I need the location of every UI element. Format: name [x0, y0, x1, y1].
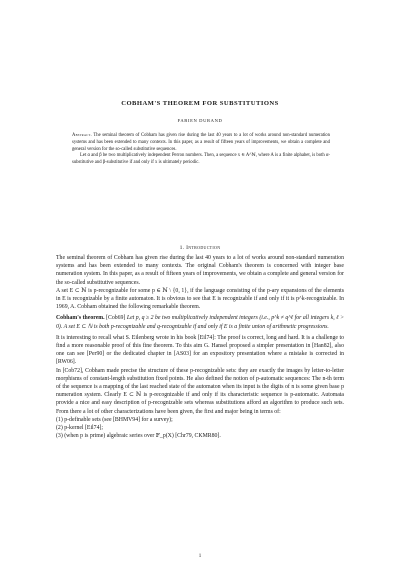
paper-page — [56, 0, 344, 566]
abstract-heading: Abstract. — [72, 133, 92, 138]
list-marker: (3) — [56, 433, 63, 440]
list-text: (when p is prime) algebraic series over 𝔽_p(X) [Chr79, CKMR80]. — [64, 433, 221, 440]
list-item — [56, 416, 344, 424]
list-marker: (1) — [56, 416, 63, 423]
characterization-list — [56, 416, 344, 441]
abstract-paragraph — [72, 133, 330, 153]
paragraph-4: In [Cob72], Cobham made precise the structure of these p-recognizable sets: they are exactly the images by letter-to-letter morphisms of constant-length substitution fixed points. He also defined the notion of p-automatic sequences: The n-th term of the sequence is a mapping of the last reached state of the automaton when its input is the digits of n is some given base p numeration system. Clearly E ⊂ ℕ is p-recognizable if and only if its characteristic sequence is p-automatic. Automata provide a nice and easy description of p-recognizable sets whereas substitutions afford an algorithm to produce such sets. From there a lot of other characterizations have been given, the first and major being in terms of: — [56, 367, 344, 415]
theorem-statement: Let p, q ≥ 2 be two multiplicatively independent integers (i.e., p^k ≠ q^ℓ for all integers k, ℓ > 0). A set E ⊂ ℕ is both p-recognizable and q-recognizable if and only if E is a finite union of arithmetic progressions. — [56, 315, 344, 330]
theorem-name: Cobham's theorem. — [56, 315, 105, 322]
paper-author: FABIEN DURAND — [177, 118, 223, 123]
list-item — [56, 432, 344, 440]
list-marker: (2) — [56, 425, 63, 432]
paragraph-3: It is interesting to recall what S. Eilenberg wrote in his book [Eil74]: The proof is correct, long and hard. It is a challenge to find a more reasonable proof of this fine theorem. To this aim G. Hansel proposed a simpler presentation in [Han82], also one can see [Per90] or the dedicated chapter in [AS03] for an expository presentation where a mistake is corrected in [RW06]. — [56, 334, 344, 366]
list-item — [56, 424, 344, 432]
abstract-statement: Let α and β be two multiplicatively independent Perron numbers. Then, a sequence x ∈ A^ℕ, where A is a finite alphabet, is both α-substitutive and β-substitutive if and only if x is ultimately periodic. — [72, 153, 330, 166]
list-text: p-kernel [Eil74]; — [64, 425, 104, 432]
abstract — [72, 133, 330, 167]
intro-paragraph-2: A set E ⊂ ℕ is p-recognizable for some p ∈ ℕ \ {0, 1}, if the language consisting of the p-ary expansions of the elements in E is recognizable by a finite automaton. It is obvious to see that E is recognizable if and only if it is p^k-recognizable. In 1969, A. Cobham obtained the following remarkable theorem. — [56, 287, 344, 311]
list-text: p-definable sets (see [BHMV94] for a survey); — [64, 416, 173, 423]
theorem-block — [56, 314, 344, 330]
section-heading — [56, 245, 344, 251]
section-number: 1. — [179, 245, 185, 251]
paper-title: COBHAM'S THEOREM FOR SUBSTITUTIONS — [121, 100, 279, 107]
theorem-citation: [Cob69] — [106, 315, 126, 322]
intro-paragraph-1: The seminal theorem of Cobham has given rise during the last 40 years to a lot of works around non-standard numeration systems and has been extended to many contexts. The original Cobham's theorem is concerned with integer base numeration system. In this paper, as a result of fifteen years of improvements, we obtain a complete and general version for the so-called substitutive sequences. — [56, 255, 344, 286]
abstract-text: The seminal theorem of Cobham has given rise during the last 40 years to a lot of works around non-standard numeration systems and has been extended to many contexts. In this paper, as a result of fifteen years of improvements, we obtain a complete and general version for the so-called substitutive sequences. — [72, 133, 330, 152]
paper-body — [56, 254, 344, 440]
page-number: 1 — [198, 554, 202, 559]
section-name: Introduction — [186, 245, 221, 251]
